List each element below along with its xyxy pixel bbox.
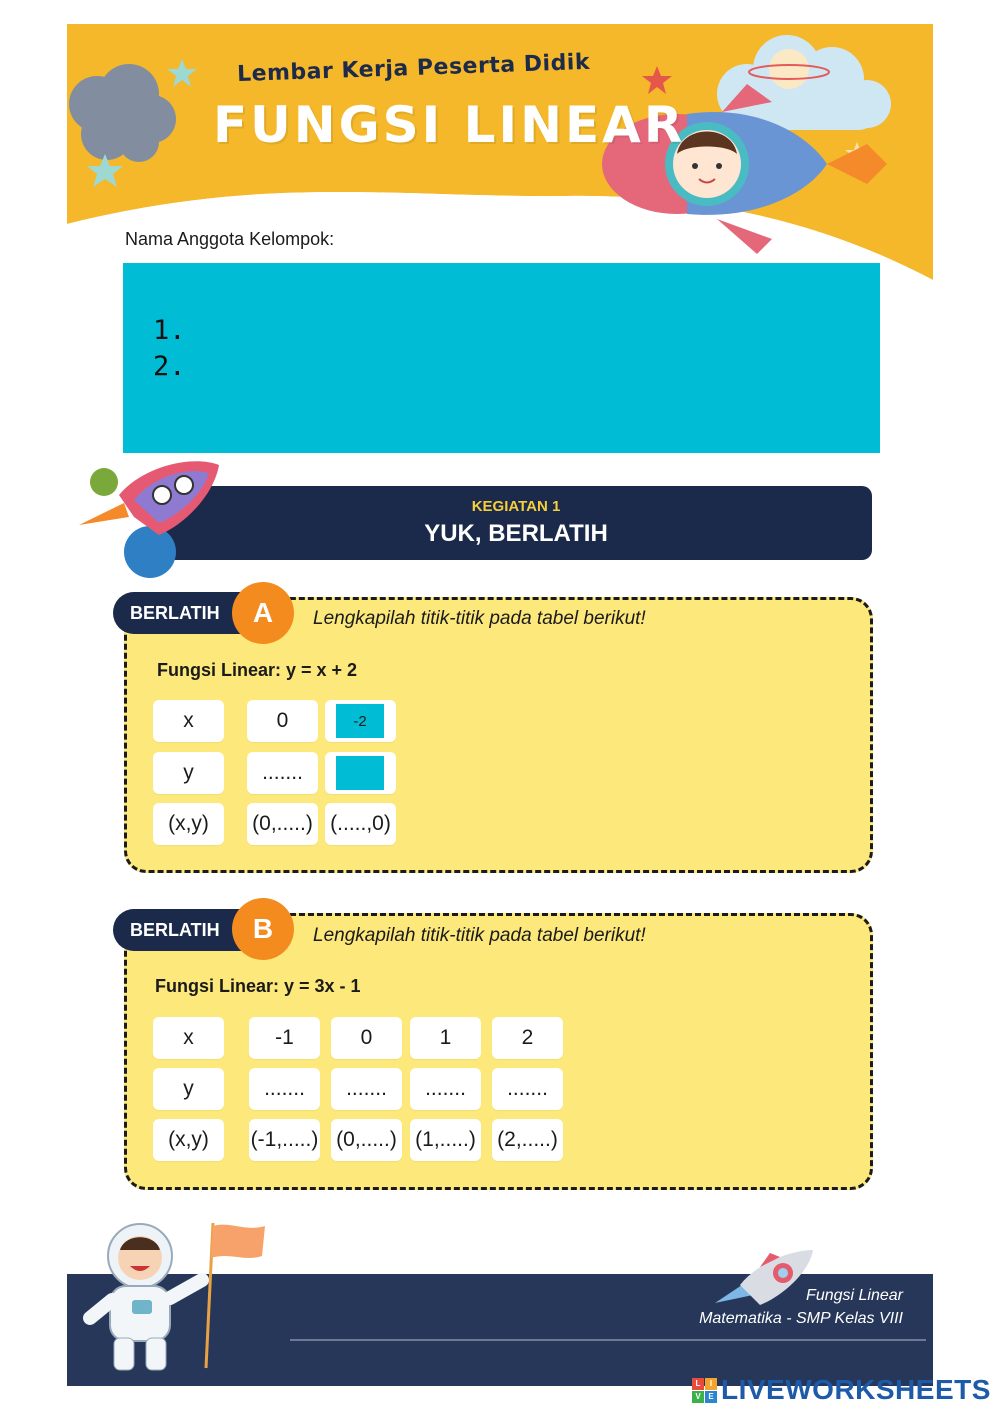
- table-a-point-cell[interactable]: (0,.....): [247, 803, 318, 845]
- exercise-a-instruction: Lengkapilah titik-titik pada tabel berikut!: [313, 608, 646, 629]
- footer-subtitle: Matematika - SMP Kelas VIII: [699, 1310, 903, 1327]
- table-b-y-cell[interactable]: .......: [410, 1068, 481, 1110]
- activity-banner: [160, 486, 872, 560]
- page-title: FUNGSI LINEAR: [213, 96, 686, 154]
- exercise-b-function: Fungsi Linear: y = 3x - 1: [155, 976, 361, 996]
- table-b-y-cell[interactable]: .......: [492, 1068, 563, 1110]
- table-b-point-cell[interactable]: (-1,.....): [249, 1119, 320, 1161]
- group-members-label: Nama Anggota Kelompok:: [125, 229, 335, 249]
- table-a-y2-cell: [325, 752, 396, 794]
- table-b-y-cell[interactable]: .......: [331, 1068, 402, 1110]
- moon-icon: [769, 49, 809, 89]
- table-b-point-cell[interactable]: (0,.....): [331, 1119, 402, 1161]
- table-b-y-cell[interactable]: .......: [249, 1068, 320, 1110]
- lw-block-l: L: [692, 1378, 704, 1390]
- x2-answer-input[interactable]: [336, 704, 384, 738]
- liveworksheets-blocks-icon: [692, 1378, 717, 1403]
- table-b-row-label-y: y: [153, 1068, 224, 1110]
- banner-subtitle: Lembar Kerja Peserta Didik: [236, 49, 591, 88]
- member-2[interactable]: 2.: [153, 351, 186, 382]
- table-b-x-cell: 2: [492, 1017, 563, 1059]
- exercise-b-tag: BERLATIH: [113, 909, 263, 951]
- footer-rocket-icon: [715, 1245, 815, 1310]
- liveworksheets-logo[interactable]: [692, 1374, 991, 1406]
- table-a-row-label-xy: (x,y): [153, 803, 224, 845]
- activity-kicker: KEGIATAN 1: [471, 498, 561, 515]
- lw-block-v: V: [692, 1391, 704, 1403]
- exercise-b-letter: B: [232, 898, 294, 960]
- table-a-row-label-y: y: [153, 752, 224, 794]
- table-b-row-label-x: x: [153, 1017, 224, 1059]
- table-a-y-cell[interactable]: .......: [247, 752, 318, 794]
- table-b-point-cell[interactable]: (1,.....): [410, 1119, 481, 1161]
- exercise-a-function: Fungsi Linear: y = x + 2: [157, 660, 358, 680]
- exercise-a-letter: A: [232, 582, 294, 644]
- member-1[interactable]: 1.: [153, 315, 186, 346]
- exercise-a-panel: [124, 597, 873, 873]
- footer-title: Fungsi Linear: [806, 1287, 903, 1304]
- table-b-x-cell: 1: [410, 1017, 481, 1059]
- lw-block-e: E: [705, 1391, 717, 1403]
- table-b-row-label-xy: (x,y): [153, 1119, 224, 1161]
- table-a-point2-cell[interactable]: (.....,0): [325, 803, 396, 845]
- astronaut-flag-icon: [80, 1218, 270, 1378]
- activity-title: YUK, BERLATIH: [424, 520, 608, 547]
- table-a-row-label-x: x: [153, 700, 224, 742]
- footer-divider: [290, 1339, 926, 1341]
- exercise-a-tag: BERLATIH: [113, 592, 263, 634]
- group-members-list: [153, 313, 186, 385]
- rocket-planet-icon: [74, 455, 224, 583]
- table-a-x2-cell: [325, 700, 396, 742]
- table-a-x-cell: 0: [247, 700, 318, 742]
- liveworksheets-text: LIVEWORKSHEETS: [721, 1374, 991, 1405]
- table-b-point-cell[interactable]: (2,.....): [492, 1119, 563, 1161]
- exercise-b-instruction: Lengkapilah titik-titik pada tabel berikut!: [313, 925, 646, 946]
- table-b-x-cell: -1: [249, 1017, 320, 1059]
- y2-answer-input[interactable]: [336, 756, 384, 790]
- group-members-box[interactable]: [123, 263, 880, 453]
- lw-block-i: I: [705, 1378, 717, 1390]
- table-b-x-cell: 0: [331, 1017, 402, 1059]
